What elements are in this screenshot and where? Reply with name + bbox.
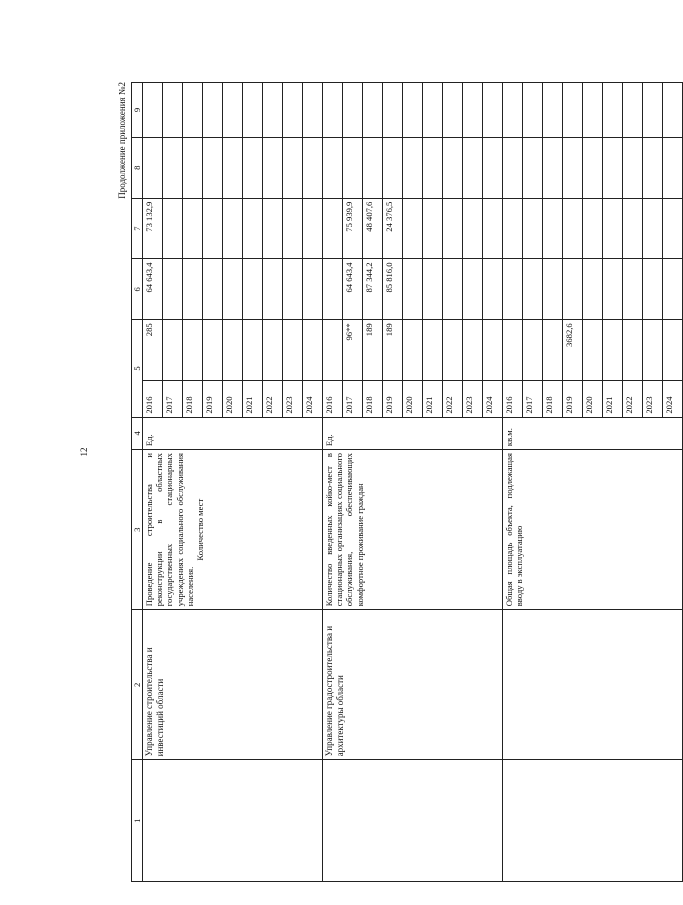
value-cell-c6: 64 643,4 xyxy=(343,259,363,320)
value-cell-c5 xyxy=(223,320,243,381)
value-cell-c6 xyxy=(423,259,443,320)
value-cell-c8 xyxy=(483,137,503,198)
value-cell-c7: 48 407,6 xyxy=(363,198,383,259)
year-cell: 2018 xyxy=(543,381,563,418)
header-cell-7: 7 xyxy=(132,198,143,259)
value-cell-c6 xyxy=(243,259,263,320)
year-cell: 2020 xyxy=(223,381,243,418)
value-cell-c7 xyxy=(583,198,603,259)
value-cell-c9 xyxy=(283,83,303,138)
value-cell-c9 xyxy=(163,83,183,138)
value-cell-c9 xyxy=(303,83,323,138)
value-cell-c5 xyxy=(203,320,223,381)
value-cell-c5 xyxy=(503,320,523,381)
value-cell-c7 xyxy=(623,198,643,259)
value-cell-c9 xyxy=(243,83,263,138)
value-cell-c5 xyxy=(663,320,683,381)
value-cell-c7 xyxy=(563,198,583,259)
appendix-table xyxy=(131,82,683,882)
year-cell: 2022 xyxy=(623,381,643,418)
value-cell-c6 xyxy=(323,259,343,320)
value-cell-c8 xyxy=(423,137,443,198)
year-cell: 2017 xyxy=(523,381,543,418)
indicator-text: Общая площадь объекта, подлежащая вводу в эксплуатацию xyxy=(504,453,525,607)
page-number: 12 xyxy=(79,447,89,457)
value-cell-c8 xyxy=(543,137,563,198)
value-cell-c8 xyxy=(663,137,683,198)
value-cell-c9 xyxy=(343,83,363,138)
value-cell-c5: 189 xyxy=(383,320,403,381)
value-cell-c8 xyxy=(403,137,423,198)
header-cell-4: 4 xyxy=(132,417,143,449)
value-cell-c7 xyxy=(323,198,343,259)
value-cell-c8 xyxy=(143,137,163,198)
indicator-cell xyxy=(143,450,323,610)
value-cell-c6 xyxy=(183,259,203,320)
value-cell-c8 xyxy=(323,137,343,198)
value-cell-c7 xyxy=(603,198,623,259)
year-cell: 2022 xyxy=(443,381,463,418)
value-cell-c9 xyxy=(423,83,443,138)
value-cell-c6 xyxy=(583,259,603,320)
value-cell-c5 xyxy=(443,320,463,381)
value-cell-c9 xyxy=(143,83,163,138)
year-cell: 2016 xyxy=(143,381,163,418)
value-cell-c6 xyxy=(663,259,683,320)
value-cell-c6 xyxy=(563,259,583,320)
table-header-row xyxy=(132,83,143,882)
value-cell-c6 xyxy=(223,259,243,320)
value-cell-c8 xyxy=(503,137,523,198)
year-cell: 2024 xyxy=(663,381,683,418)
value-cell-c6: 87 344,2 xyxy=(363,259,383,320)
indicator-cell xyxy=(503,450,683,610)
value-cell-c6 xyxy=(263,259,283,320)
value-cell-c8 xyxy=(183,137,203,198)
org-cell: Управление строительства и инвестиций области xyxy=(143,610,323,760)
value-cell-c7 xyxy=(543,198,563,259)
header-cell-5: 5 xyxy=(132,320,143,417)
year-cell: 2023 xyxy=(463,381,483,418)
value-cell-c9 xyxy=(263,83,283,138)
value-cell-c7: 73 132,9 xyxy=(143,198,163,259)
value-cell-c5 xyxy=(183,320,203,381)
value-cell-c5 xyxy=(543,320,563,381)
value-cell-c8 xyxy=(443,137,463,198)
value-cell-c8 xyxy=(363,137,383,198)
value-cell-c6 xyxy=(443,259,463,320)
value-cell-c8 xyxy=(283,137,303,198)
value-cell-c5 xyxy=(483,320,503,381)
value-cell-c7 xyxy=(663,198,683,259)
value-cell-c9 xyxy=(483,83,503,138)
value-cell-c5 xyxy=(303,320,323,381)
header-cell-2: 2 xyxy=(132,610,143,760)
value-cell-c6 xyxy=(303,259,323,320)
header-cell-1: 1 xyxy=(132,760,143,882)
value-cell-c7 xyxy=(643,198,663,259)
value-cell-c5: 285 xyxy=(143,320,163,381)
indicator-text: Количество введенных койко-мест в стационарных организациях социального обслуживания, обеспечивающих комфортное проживание граждан xyxy=(324,453,365,607)
value-cell-c8 xyxy=(563,137,583,198)
value-cell-c7 xyxy=(283,198,303,259)
value-cell-c9 xyxy=(463,83,483,138)
org-cell: Управление градостроительства и архитектуры области xyxy=(323,610,503,760)
value-cell-c9 xyxy=(543,83,563,138)
appendix-caption: Продолжение приложения №2 xyxy=(117,82,127,199)
value-cell-c7 xyxy=(443,198,463,259)
value-cell-c6 xyxy=(163,259,183,320)
table-row xyxy=(323,83,343,882)
value-cell-c9 xyxy=(363,83,383,138)
value-cell-c9 xyxy=(203,83,223,138)
value-cell-c7 xyxy=(463,198,483,259)
value-cell-c8 xyxy=(343,137,363,198)
value-cell-c9 xyxy=(623,83,643,138)
value-cell-c5 xyxy=(643,320,663,381)
cell-col1 xyxy=(143,760,323,882)
value-cell-c7 xyxy=(423,198,443,259)
value-cell-c5 xyxy=(263,320,283,381)
value-cell-c7 xyxy=(483,198,503,259)
value-cell-c8 xyxy=(223,137,243,198)
year-cell: 2021 xyxy=(423,381,443,418)
table-row xyxy=(143,83,163,882)
value-cell-c5 xyxy=(583,320,603,381)
year-cell: 2021 xyxy=(603,381,623,418)
unit-cell: Ед. xyxy=(323,417,503,449)
year-cell: 2024 xyxy=(303,381,323,418)
value-cell-c9 xyxy=(563,83,583,138)
year-cell: 2018 xyxy=(363,381,383,418)
value-cell-c7: 24 376,5 xyxy=(383,198,403,259)
value-cell-c7 xyxy=(163,198,183,259)
value-cell-c5: 3682,6 xyxy=(563,320,583,381)
value-cell-c8 xyxy=(643,137,663,198)
value-cell-c8 xyxy=(163,137,183,198)
value-cell-c6 xyxy=(503,259,523,320)
value-cell-c5: 96** xyxy=(343,320,363,381)
value-cell-c5 xyxy=(463,320,483,381)
header-cell-6: 6 xyxy=(132,259,143,320)
year-cell: 2024 xyxy=(483,381,503,418)
year-cell: 2022 xyxy=(263,381,283,418)
value-cell-c5 xyxy=(323,320,343,381)
value-cell-c5 xyxy=(163,320,183,381)
value-cell-c5 xyxy=(523,320,543,381)
value-cell-c6 xyxy=(463,259,483,320)
value-cell-c5 xyxy=(403,320,423,381)
header-cell-3: 3 xyxy=(132,450,143,610)
value-cell-c6 xyxy=(603,259,623,320)
value-cell-c5 xyxy=(623,320,643,381)
value-cell-c7 xyxy=(503,198,523,259)
year-cell: 2019 xyxy=(563,381,583,418)
value-cell-c8 xyxy=(583,137,603,198)
year-cell: 2017 xyxy=(163,381,183,418)
value-cell-c6 xyxy=(543,259,563,320)
value-cell-c8 xyxy=(203,137,223,198)
value-cell-c9 xyxy=(503,83,523,138)
value-cell-c5 xyxy=(283,320,303,381)
year-cell: 2016 xyxy=(503,381,523,418)
value-cell-c7 xyxy=(203,198,223,259)
value-cell-c6 xyxy=(483,259,503,320)
header-cell-9: 9 xyxy=(132,83,143,138)
value-cell-c7 xyxy=(403,198,423,259)
value-cell-c8 xyxy=(523,137,543,198)
value-cell-c8 xyxy=(383,137,403,198)
value-cell-c7 xyxy=(523,198,543,259)
value-cell-c7 xyxy=(263,198,283,259)
year-cell: 2018 xyxy=(183,381,203,418)
value-cell-c7 xyxy=(303,198,323,259)
year-cell: 2020 xyxy=(583,381,603,418)
value-cell-c5: 189 xyxy=(363,320,383,381)
value-cell-c6 xyxy=(283,259,303,320)
value-cell-c5 xyxy=(423,320,443,381)
value-cell-c9 xyxy=(583,83,603,138)
header-cell-8: 8 xyxy=(132,137,143,198)
org-cell xyxy=(503,610,683,760)
value-cell-c8 xyxy=(603,137,623,198)
value-cell-c9 xyxy=(183,83,203,138)
value-cell-c9 xyxy=(403,83,423,138)
value-cell-c6 xyxy=(203,259,223,320)
year-cell: 2019 xyxy=(383,381,403,418)
year-cell: 2016 xyxy=(323,381,343,418)
value-cell-c6 xyxy=(403,259,423,320)
value-cell-c9 xyxy=(323,83,343,138)
value-cell-c6: 85 816,0 xyxy=(383,259,403,320)
year-cell: 2017 xyxy=(343,381,363,418)
indicator-text: Проведение строительства и реконструкции в областных государственных стационарных учреждениях социального обслуживания населения. xyxy=(144,453,195,607)
value-cell-c8 xyxy=(243,137,263,198)
value-cell-c7 xyxy=(243,198,263,259)
value-cell-c5 xyxy=(603,320,623,381)
value-cell-c6 xyxy=(623,259,643,320)
value-cell-c7: 75 939,9 xyxy=(343,198,363,259)
year-cell: 2023 xyxy=(643,381,663,418)
value-cell-c9 xyxy=(443,83,463,138)
value-cell-c9 xyxy=(603,83,623,138)
table-row xyxy=(503,83,523,882)
value-cell-c5 xyxy=(243,320,263,381)
value-cell-c9 xyxy=(523,83,543,138)
value-cell-c8 xyxy=(303,137,323,198)
value-cell-c8 xyxy=(623,137,643,198)
value-cell-c6: 64 643,4 xyxy=(143,259,163,320)
value-cell-c7 xyxy=(183,198,203,259)
value-cell-c9 xyxy=(663,83,683,138)
cell-col1 xyxy=(323,760,503,882)
value-cell-c9 xyxy=(643,83,663,138)
unit-cell: Ед. xyxy=(143,417,323,449)
value-cell-c7 xyxy=(223,198,243,259)
cell-col1 xyxy=(503,760,683,882)
rotated-page-content xyxy=(113,82,675,882)
year-cell: 2020 xyxy=(403,381,423,418)
indicator-cell xyxy=(323,450,503,610)
value-cell-c6 xyxy=(643,259,663,320)
year-cell: 2021 xyxy=(243,381,263,418)
value-cell-c9 xyxy=(223,83,243,138)
value-cell-c8 xyxy=(263,137,283,198)
value-cell-c6 xyxy=(523,259,543,320)
value-cell-c8 xyxy=(463,137,483,198)
year-cell: 2019 xyxy=(203,381,223,418)
indicator-note: Количество мест xyxy=(194,498,205,561)
value-cell-c9 xyxy=(383,83,403,138)
year-cell: 2023 xyxy=(283,381,303,418)
unit-cell: кв.м. xyxy=(503,417,683,449)
